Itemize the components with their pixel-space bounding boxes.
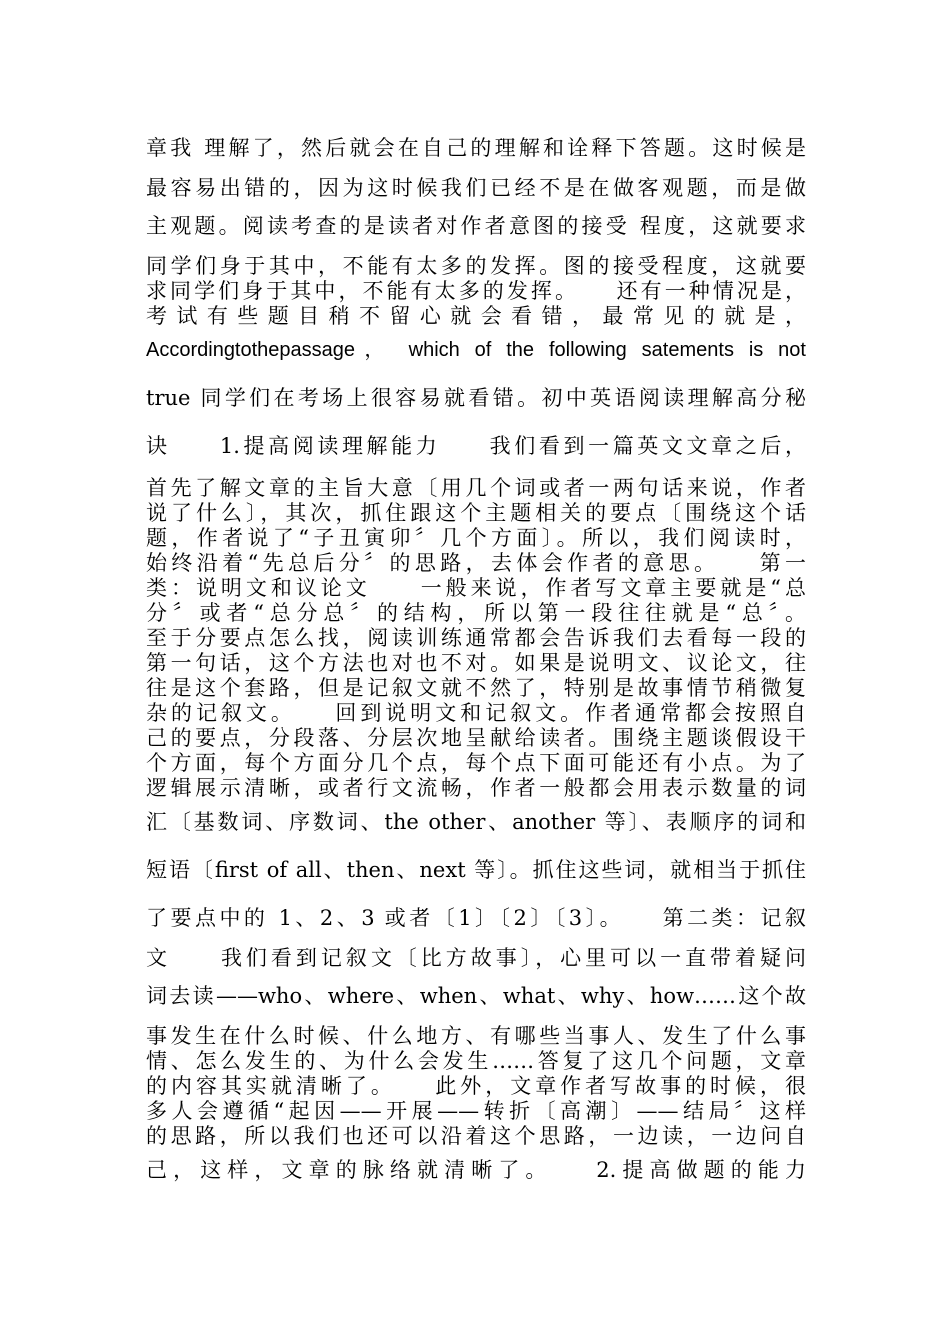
text-line-1: 章我 理解了，然后就会在自己的理解和诠释下答题。这时候是 — [146, 136, 806, 160]
text-line-7: Accordingtothepassage， which of the following satements is not — [146, 339, 806, 361]
text-line-19: 杂的记叙文。 回到说明文和记叙文。作者通常都会按照自 — [146, 701, 806, 725]
text-line-28: 事发生在什么时候、什么地方、有哪些当事人、发生了什么事 — [146, 1024, 806, 1048]
text-line-20: 己的要点，分段落、分层次地呈献给读者。围绕主题谈假设干 — [146, 726, 806, 750]
text-line-27: 词去读——who、where、when、what、why、how……这个故 — [146, 984, 806, 1008]
text-line-6: 考 试 有 些 题 目 稍 不 留 心 就 会 看 错 ， 最 常 见 的 就 是 ， — [146, 304, 806, 328]
text-line-12: 题，作者说了“子丑寅卯〞几个方面〕。所以，我们阅读时， — [146, 526, 806, 550]
text-line-10: 首先了解文章的主旨大意〔用几个词或者一两句话来说，作者 — [146, 476, 806, 500]
text-line-23: 汇〔基数词、序数词、the other、another 等〕、表顺序的词和 — [146, 810, 806, 834]
text-line-13: 始终沿着“先总后分〞的思路，去体会作者的意思。 第一 — [146, 551, 806, 575]
text-line-31: 多人会遵循“起因——开展——转折〔高潮〕——结局〞这样 — [146, 1099, 806, 1123]
text-line-4: 同学们身于其中，不能有太多的发挥。图的接受程度，这就要 — [146, 254, 806, 278]
text-line-8: true 同学们在考场上很容易就看错。初中英语阅读理解高分秘 — [146, 386, 806, 410]
text-line-16: 至于分要点怎么找，阅读训练通常都会告诉我们去看每一段的 — [146, 626, 806, 650]
text-line-32: 的思路，所以我们也还可以沿着这个思路，一边读，一边问自 — [146, 1124, 806, 1148]
text-line-18: 往是这个套路，但是记叙文就不然了，特别是故事情节稍微复 — [146, 676, 806, 700]
text-line-3: 主观题。阅读考查的是读者对作者意图的接受 程度，这就要求 — [146, 214, 806, 238]
text-line-9: 诀 1.提高阅读理解能力 我们看到一篇英文文章之后， — [146, 434, 806, 458]
text-line-24: 短语〔first of all、then、next 等〕。抓住这些词，就相当于抓住 — [146, 858, 806, 882]
text-line-26: 文 我们看到记叙文〔比方故事〕，心里可以一直带着疑问 — [146, 946, 806, 970]
text-line-22: 逻辑展示清晰，或者行文流畅，作者一般都会用表示数量的词 — [146, 776, 806, 800]
text-line-5: 求同学们身于其中，不能有太多的发挥。 还有一种情况是， — [146, 279, 806, 303]
text-line-30: 的内容其实就清晰了。 此外，文章作者写故事的时候，很 — [146, 1074, 806, 1098]
text-line-33: 己，这样，文章的脉络就清晰了。 2.提高做题的能力 — [146, 1158, 806, 1182]
text-line-2: 最容易出错的，因为这时候我们已经不是在做客观题，而是做 — [146, 176, 806, 200]
text-line-15: 分〞或者“总分总〞的结构，所以第一段往往就是“总〞。 — [146, 601, 806, 625]
text-line-11: 说了什么〕，其次，抓住跟这个主题相关的要点〔围绕这个话 — [146, 501, 806, 525]
text-line-14: 类：说明文和议论文 一般来说，作者写文章主要就是“总 — [146, 576, 806, 600]
text-line-29: 情、怎么发生的、为什么会发生……答复了这几个问题，文章 — [146, 1049, 806, 1073]
text-line-17: 第一句话，这个方法也对也不对。如果是说明文、议论文，往 — [146, 651, 806, 675]
text-line-21: 个方面，每个方面分几个点，每个点下面可能还有小点。为了 — [146, 751, 806, 775]
text-line-25: 了要点中的 1、2、3 或者〔1〕〔2〕〔3〕。 第二类：记叙 — [146, 906, 806, 930]
